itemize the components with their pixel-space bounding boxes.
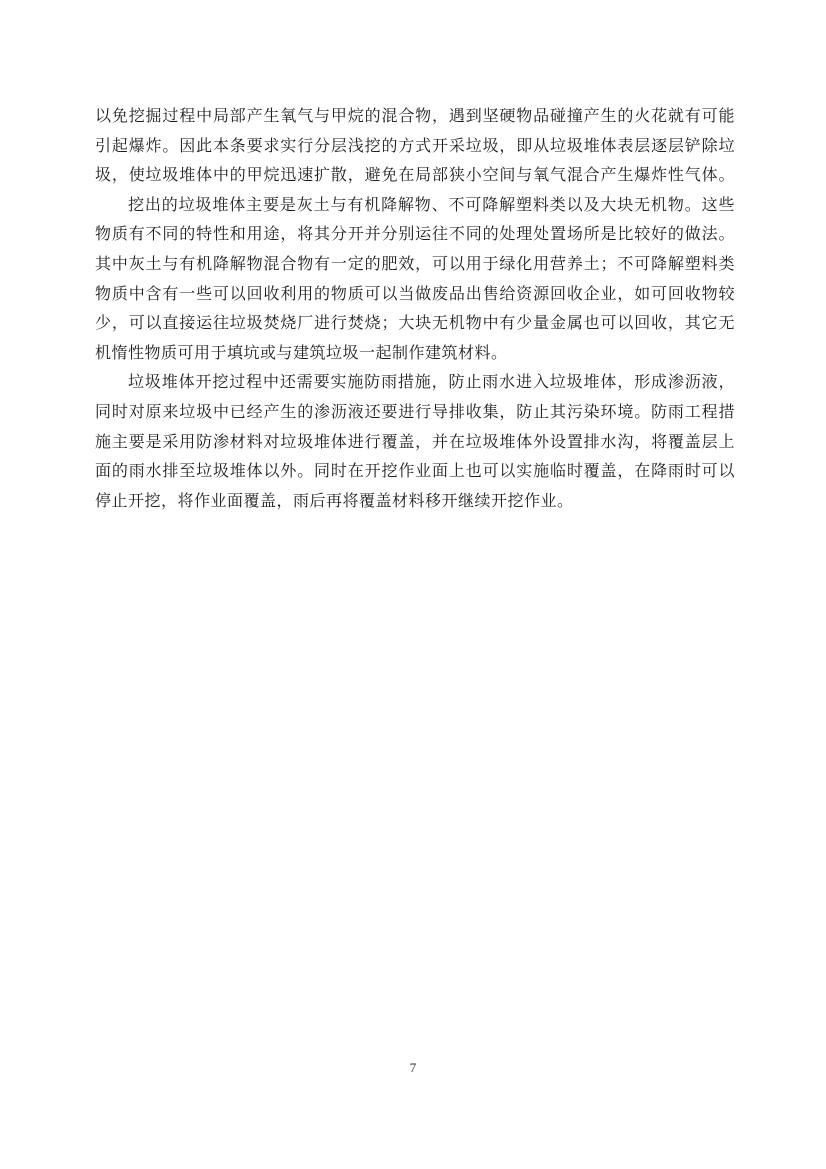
text-line: 物质有不同的特性和用途，将其分开并分别运往不同的处理处置场所是比较好的做法。 <box>95 226 735 244</box>
text-line: 同时对原来垃圾中已经产生的渗沥液还要进行导排收集，防止其污染环境。防雨工程措 <box>95 403 735 421</box>
text-line: 以免挖掘过程中局部产生氧气与甲烷的混合物，遇到坚硬物品碰撞产生的火花就有可能 <box>95 108 735 125</box>
text-line: 面的雨水排至垃圾堆体以外。同时在开挖作业面上也可以实施临时覆盖，在降雨时可以 <box>95 463 735 481</box>
text-line: 圾，使垃圾堆体中的甲烷迅速扩散，避免在局部狭小空间与氧气混合产生爆炸性气体。 <box>95 167 735 185</box>
paragraph-1 <box>95 102 735 191</box>
text-line: 少，可以直接运往垃圾焚烧厂进行焚烧；大块无机物中有少量金属也可以回收，其它无 <box>95 315 735 333</box>
text-line: 停止开挖，将作业面覆盖，雨后再将覆盖材料移开继续开挖作业。 <box>95 492 574 510</box>
paragraph-2 <box>95 191 735 369</box>
page-number: 7 <box>409 1060 417 1075</box>
text-line: 其中灰土与有机降解物混合物有一定的肥效，可以用于绿化用营养土；不可降解塑料类 <box>95 255 735 273</box>
text-line: 挖出的垃圾堆体主要是灰土与有机降解物、不可降解塑料类以及大块无机物。这些 <box>128 196 735 214</box>
text-line: 垃圾堆体开挖过程中还需要实施防雨措施，防止雨水进入垃圾堆体，形成渗沥液， <box>128 374 735 392</box>
text-line: 引起爆炸。因此本条要求实行分层浅挖的方式开采垃圾，即从垃圾堆体表层逐层铲除垃 <box>95 137 735 155</box>
text-line: 物质中含有一些可以回收利用的物质可以当做废品出售给资源回收企业，如可回收物较 <box>95 285 735 303</box>
body-text <box>95 102 735 516</box>
paragraph-3 <box>95 368 735 516</box>
text-line: 机惰性物质可用于填坑或与建筑垃圾一起制作建筑材料。 <box>95 344 508 362</box>
text-line: 施主要是采用防渗材料对垃圾堆体进行覆盖，并在垃圾堆体外设置排水沟，将覆盖层上 <box>95 433 735 451</box>
